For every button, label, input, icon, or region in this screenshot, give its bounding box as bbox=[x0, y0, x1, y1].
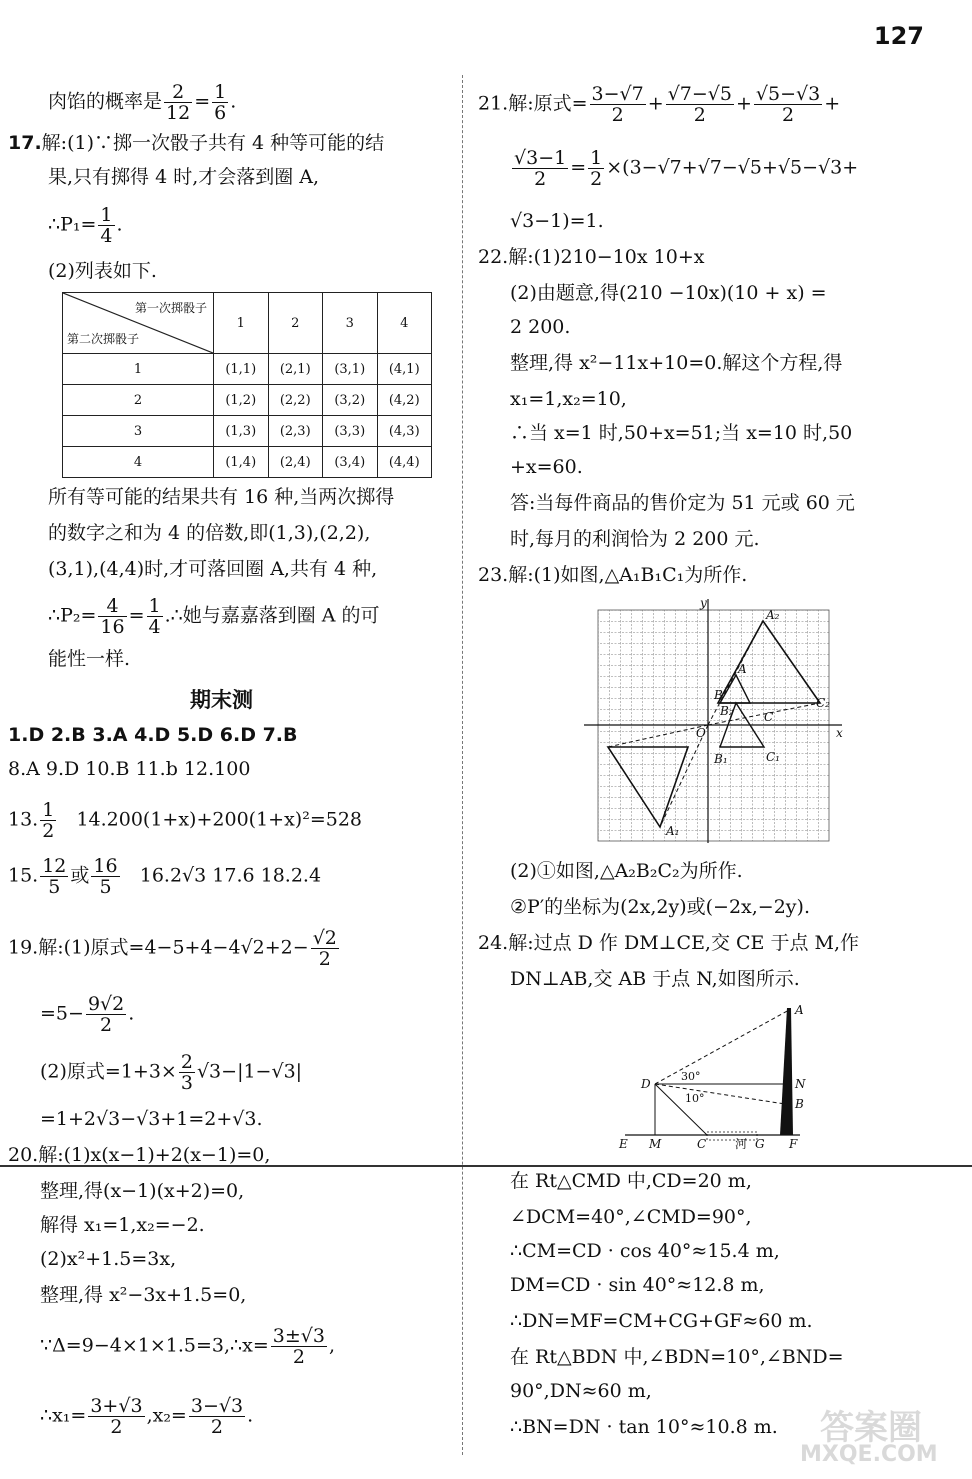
fraction: $\frac{√5-√3}{2}$ bbox=[755, 83, 821, 126]
watermark-logo: 答案圈 bbox=[820, 1408, 922, 1448]
fraction: $\frac{2}{3}$ bbox=[180, 1051, 193, 1094]
fraction: $\frac{1}{2}$ bbox=[590, 147, 603, 190]
question-23: 23.解:(1)如图,△A₁B₁C₁为所作. bbox=[478, 564, 748, 586]
label-river: 河 bbox=[735, 1137, 748, 1151]
question-22: 22.解:(1)210−10x 10+x bbox=[478, 246, 705, 268]
label-b1: B₁ bbox=[714, 752, 728, 766]
fraction: $\frac{√3-1}{2}$ bbox=[514, 147, 567, 190]
row-label: 2 bbox=[63, 385, 214, 416]
label-a: A bbox=[738, 662, 747, 676]
text-line: +x=60. bbox=[510, 456, 583, 478]
river bbox=[707, 1132, 757, 1140]
text-line: ②P′的坐标为(2x,2y)或(−2x,−2y). bbox=[510, 896, 810, 918]
watermark-url: MXQE.COM bbox=[800, 1442, 938, 1467]
label-30deg: 30° bbox=[681, 1070, 701, 1083]
text-line: 时,每月的利润恰为 2 200 元. bbox=[510, 528, 760, 550]
text-line: ∵Δ=9−4×1×1.5=3,∴x= $\frac{3\pm√3}{2}$ , bbox=[40, 1325, 336, 1368]
table-cell: (3,3) bbox=[323, 416, 378, 447]
text-line: 整理,得(x−1)(x+2)=0, bbox=[40, 1180, 245, 1202]
fraction: $\frac{1}{4}$ bbox=[148, 595, 161, 638]
table-cell: (2,1) bbox=[268, 354, 323, 385]
label-g: G bbox=[755, 1137, 765, 1151]
table-cell: (1,4) bbox=[214, 447, 269, 478]
label-10deg: 10° bbox=[685, 1092, 705, 1105]
column-header: 3 bbox=[323, 293, 378, 354]
fraction: $\frac{2}{12}$ bbox=[166, 81, 191, 124]
label-x: x bbox=[836, 726, 843, 740]
label-c: C bbox=[764, 710, 774, 724]
label-m: M bbox=[649, 1137, 662, 1151]
fraction: $\frac{3-√7}{2}$ bbox=[591, 83, 644, 126]
text-line: ∴P₂= $\frac{4}{16}$ = $\frac{1}{4}$ .∴她与嘉嘉落到圈 A 的可 bbox=[48, 595, 380, 638]
table-row bbox=[63, 385, 432, 416]
text-line: DM=CD · sin 40°≈12.8 m, bbox=[510, 1274, 765, 1296]
label-a: A bbox=[795, 1003, 804, 1017]
text-line: 的数字之和为 4 的倍数,即(1,3),(2,2), bbox=[48, 522, 371, 544]
tower-angle-figure bbox=[615, 1000, 815, 1160]
text-line: ∴DN=MF=CM+CG+GF≈60 m. bbox=[510, 1310, 813, 1332]
text-line: ∴CM=CD · cos 40°≈15.4 m, bbox=[510, 1240, 780, 1262]
table-cell: (4,4) bbox=[377, 447, 432, 478]
text-line: 果,只有掷得 4 时,才会落到圈 A, bbox=[48, 166, 320, 188]
text-line: 90°,DN≈60 m, bbox=[510, 1380, 652, 1402]
table-diagonal-header bbox=[63, 293, 214, 354]
question-24: 24.解:过点 D 作 DM⊥CE,交 CE 于点 M,作 bbox=[478, 932, 859, 954]
sight-a bbox=[655, 1010, 789, 1084]
fraction: $\frac{1}{2}$ bbox=[42, 799, 55, 842]
fraction: $\frac{12}{5}$ bbox=[42, 855, 67, 898]
text-line: (3,1),(4,4)时,才可落回圈 A,共有 4 种, bbox=[48, 558, 378, 580]
text-line: 能性一样. bbox=[48, 648, 131, 670]
table-cell: (4,1) bbox=[377, 354, 432, 385]
text-line: ∴当 x=1 时,50+x=51;当 x=10 时,50 bbox=[510, 422, 853, 444]
text-line: 肉馅的概率是 $\frac{2}{12}$ = $\frac{1}{6}$ . bbox=[48, 81, 237, 124]
row-label: 3 bbox=[63, 416, 214, 447]
dice-table bbox=[62, 292, 432, 478]
table-row bbox=[63, 416, 432, 447]
table-cell: (2,4) bbox=[268, 447, 323, 478]
table-cell: (3,2) bbox=[323, 385, 378, 416]
answer-line: 8.A 9.D 10.B 11.b 12.100 bbox=[8, 758, 251, 780]
label-c: C bbox=[697, 1137, 707, 1151]
table-cell: (1,1) bbox=[214, 354, 269, 385]
table-cell: (4,3) bbox=[377, 416, 432, 447]
fraction: $\frac{√2}{2}$ bbox=[312, 927, 337, 970]
label-b: B bbox=[714, 688, 723, 702]
column-header: 2 bbox=[268, 293, 323, 354]
table-row bbox=[63, 354, 432, 385]
text-line: 整理,得 x²−3x+1.5=0, bbox=[40, 1284, 247, 1306]
text-line: (2)由题意,得(210 −10x)(10 + x) = bbox=[510, 282, 827, 304]
text-line: (2)列表如下. bbox=[48, 260, 157, 282]
table-row bbox=[63, 447, 432, 478]
label-d: D bbox=[641, 1077, 651, 1091]
table-cell: (3,1) bbox=[323, 354, 378, 385]
text-line: (2)①如图,△A₂B₂C₂为所作. bbox=[510, 860, 743, 882]
label-a1: A₁ bbox=[666, 824, 680, 838]
table-cell: (1,2) bbox=[214, 385, 269, 416]
label-b2: B₂ bbox=[720, 704, 734, 718]
fraction: $\frac{16}{5}$ bbox=[93, 855, 118, 898]
header-first-roll: 第一次掷骰子 bbox=[134, 301, 207, 315]
column-header: 4 bbox=[377, 293, 432, 354]
text-line: 在 Rt△CMD 中,CD=20 m, bbox=[510, 1170, 752, 1192]
label-f: F bbox=[789, 1137, 798, 1151]
text-line: √3−1)=1. bbox=[510, 210, 604, 232]
text-line: DN⊥AB,交 AB 于点 N,如图所示. bbox=[510, 968, 800, 990]
sight-b bbox=[655, 1084, 785, 1104]
text-line: $\frac{√3-1}{2}$ = $\frac{1}{2}$ ×(3−√7+√7−√5+√5−√3+ bbox=[514, 147, 859, 190]
answer-line: 15. $\frac{12}{5}$ 或 $\frac{16}{5}$ 16.2√3 17.6 18.2.4 bbox=[8, 855, 322, 898]
label-o: O bbox=[696, 726, 706, 740]
question-21: 21.解:原式= $\frac{3-√7}{2}$ + $\frac{√7-√5}{2}$ + $\frac{√5-√3}{2}$ + bbox=[478, 83, 841, 126]
fraction: $\frac{1}{6}$ bbox=[214, 81, 227, 124]
text-line: 解得 x₁=1,x₂=−2. bbox=[40, 1214, 205, 1236]
fraction: $\frac{√7-√5}{2}$ bbox=[667, 83, 732, 126]
text-line: 在 Rt△BDN 中,∠BDN=10°,∠BND= bbox=[510, 1346, 844, 1368]
answer-line: 13. $\frac{1}{2}$ 14.200(1+x)+200(1+x)²=528 bbox=[8, 799, 363, 842]
text-line: 答:当每件商品的售价定为 51 元或 60 元 bbox=[510, 492, 855, 514]
page-number: 127 bbox=[873, 22, 924, 50]
table-cell: (1,3) bbox=[214, 416, 269, 447]
label-y: y bbox=[700, 596, 707, 610]
header-second-roll: 第二次掷骰子 bbox=[67, 332, 140, 346]
row-label: 4 bbox=[63, 447, 214, 478]
text-line: 整理,得 x²−11x+10=0.解这个方程,得 bbox=[510, 352, 843, 374]
table-cell: (2,3) bbox=[268, 416, 323, 447]
label-e: E bbox=[619, 1137, 628, 1151]
text-line: (2)x²+1.5=3x, bbox=[40, 1248, 177, 1270]
section-title: 期末测 bbox=[190, 688, 253, 712]
fraction: $\frac{3-√3}{2}$ bbox=[190, 1395, 244, 1438]
text-line: 2 200. bbox=[510, 316, 571, 338]
tower bbox=[780, 1008, 793, 1135]
label-a2: A₂ bbox=[766, 608, 780, 622]
answer-line: 1.D 2.B 3.A 4.D 5.D 6.D 7.B bbox=[8, 724, 298, 746]
text-line: ∴BN=DN · tan 10°≈10.8 m. bbox=[510, 1416, 778, 1438]
question-19: 19.解:(1)原式=4−5+4−4√2+2− $\frac{√2}{2}$ bbox=[8, 927, 337, 970]
fraction: $\frac{9√2}{2}$ bbox=[87, 993, 125, 1036]
fraction: $\frac{3+√3}{2}$ bbox=[90, 1395, 143, 1438]
text-line: ∠DCM=40°,∠CMD=90°, bbox=[510, 1206, 752, 1228]
label-c2: C₂ bbox=[816, 696, 830, 710]
table-cell: (2,2) bbox=[268, 385, 323, 416]
text-line: =1+2√3−√3+1=2+√3. bbox=[40, 1108, 263, 1130]
table-cell: (4,2) bbox=[377, 385, 432, 416]
label-n: N bbox=[795, 1077, 806, 1091]
question-17: 17.解:(1)∵掷一次骰子共有 4 种等可能的结 bbox=[8, 132, 385, 154]
fraction: $\frac{4}{16}$ bbox=[100, 595, 125, 638]
text-line: ∴x₁= $\frac{3+√3}{2}$ ,x₂= $\frac{3-√3}{2}$ . bbox=[40, 1395, 254, 1438]
text-line: ∴P₁= $\frac{1}{4}$ . bbox=[48, 204, 123, 247]
question-20: 20.解:(1)x(x−1)+2(x−1)=0, bbox=[8, 1144, 271, 1166]
coordinate-grid-figure bbox=[580, 595, 850, 845]
text-line: 所有等可能的结果共有 16 种,当两次掷得 bbox=[48, 486, 395, 508]
table-cell: (3,4) bbox=[323, 447, 378, 478]
text-line: =5− $\frac{9√2}{2}$ . bbox=[40, 993, 135, 1036]
row-label: 1 bbox=[63, 354, 214, 385]
text-line: (2)原式=1+3× $\frac{2}{3}$ √3−|1−√3| bbox=[40, 1051, 303, 1094]
text-line: x₁=1,x₂=10, bbox=[510, 388, 627, 410]
label-c1: C₁ bbox=[766, 750, 780, 764]
column-divider bbox=[462, 75, 463, 1455]
column-header: 1 bbox=[214, 293, 269, 354]
label-b: B bbox=[795, 1097, 804, 1111]
fraction: $\frac{3\pm√3}{2}$ bbox=[272, 1325, 325, 1368]
fraction: $\frac{1}{4}$ bbox=[100, 204, 113, 247]
